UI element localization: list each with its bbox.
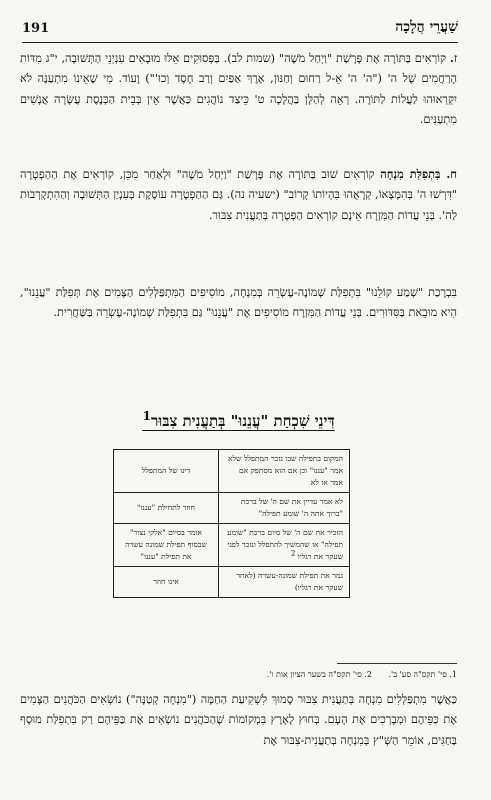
table-cell-situation-text: הזכיר את שם ה' של סיום ברכת "שומע תפילה" או שהמשיך להתפלל ונזכר לפני שעקר את רגליו bbox=[227, 528, 343, 561]
table-row bbox=[114, 567, 350, 598]
table-header-row bbox=[114, 450, 350, 493]
header-rule bbox=[22, 42, 458, 43]
paragraph-h bbox=[20, 164, 457, 226]
table-section-title bbox=[20, 408, 457, 431]
paragraph-z-text: קוֹרְאִים בַּתּוֹרָה אֶת פָּרָשַׁת "וַיְחַל מֹשֶׁה" (שמות לב). בַּפְּסוּקִים אֵלּוּ מוּבָאִים עִנְיְנֵי הַתְּשׁוּבָה, י"ג מִדּוֹת הָרַחֲמִים שֶׁל ה' ("ה' ה' אֵ-ל רַחוּם וְחַנּוּן, אֶרֶךְ אַפַּיִם וְרַב חֶסֶד וְכוּ'") וָעוֹד. מִי שֶׁאֵינוֹ מִתְעַנֶּה לֹא יִקְרְאוּהוּ לַעֲלוֹת לַתּוֹרָה. רְאֵה לְהַלָּן בַּהֲלָכָה ט' כֵּיצַד נוֹהֲגִים כַּאֲשֶׁר אֵין בְּבֵית הַכְּנֶסֶת עֲשָׂרָה אֲנָשִׁים מִתְעַנִּים. bbox=[20, 52, 457, 127]
paragraph-h-text: קוֹרְאִים שׁוּב בַּתּוֹרָה אֶת פָּרָשַׁת "וַיְחַל מֹשֶׁה" וּלְאַחַר מִכֵּן, קוֹרְאִים אֶת הַהַפְטָרָה "דִּרְשׁוּ ה' בְּהִמָּצְאוֹ, קְרָאֻהוּ בִּהְיוֹתוֹ קָרוֹב" (ישעיה נה). גַּם הַהַפְטָרָה עוֹסֶקֶת בְּעִנְיַן הַתְּשׁוּבָה וְהַהִתְקָרְבוּת לַה'. בְּנֵי עֲדוֹת הַמִּזְרָח אֵינָם קוֹרְאִים הַפְטָרָה בְּתַעֲנִית צִבּוּר. bbox=[20, 168, 457, 222]
table-cell-ruling: אומר בסיום "אלקי נצור" שבסוף תפילת שמונה עשרה את תפילת "עננו" bbox=[114, 524, 219, 567]
table-cell-footnote-ref: 2 bbox=[290, 549, 296, 558]
paragraph-shema-kolenu-text: בִּבְרָכַת "שְׁמַע קוֹלֵנוּ" בִּתְפִלַּת שְׁמוֹנֶה-עֶשְׂרֵה בְּמִנְחָה, מוֹסִיפִים הַמִּתְפַּלְּלִים הַצָּמִים אֶת תְּפִלַּת "עֲנֵנוּ", הִיא מוּבֵאת בַּסִּדּוּרִים. בְּנֵי עֲדוֹת הַמִּזְרָח מוֹסִיפִים אֶת "עֲנֵנוּ" גַּם בִּתְפִלַּת שְׁמוֹנֶה-עֶשְׂרֵה בַּשַּׁחֲרִית. bbox=[20, 286, 457, 320]
running-head-title: שַׁעֲרֵי הֲלָכָה bbox=[395, 19, 458, 35]
footnote-2: 2. סי' תקס"ה בשער הציון אות ו'. bbox=[266, 670, 372, 679]
table-row bbox=[114, 524, 350, 567]
table-header-left: דינו של המתפלל bbox=[114, 450, 219, 493]
footnote-rule bbox=[337, 663, 457, 664]
page-number: 191 bbox=[22, 21, 50, 36]
forgot-anenu-table bbox=[113, 449, 350, 598]
table-title-footnote-ref: 1 bbox=[142, 408, 152, 423]
table-header-right: המקום בתפילה שבו נזכר המתפלל שלא אמר "עננו" וכן אם הוא מסתפק אם אמר או לא bbox=[219, 450, 350, 493]
table-cell-situation bbox=[219, 524, 350, 567]
table-cell-situation: גמר את תפילת שמונה-עשרה (לאחר שעקר את רגליו) bbox=[219, 567, 350, 598]
paragraph-h-lead: ח. בִּתְפִלַּת מִנְחָה bbox=[380, 167, 457, 181]
table-cell-ruling: חוזר לתחילת "עננו" bbox=[114, 493, 219, 524]
paragraph-shema-kolenu bbox=[20, 283, 457, 324]
paragraph-birkat-kohanim bbox=[20, 690, 457, 751]
footnote-1: 1. סי' תקס"ה סע' ב'. bbox=[388, 670, 457, 679]
table-cell-ruling: אינו חוזר bbox=[114, 567, 219, 598]
footnotes bbox=[253, 668, 457, 682]
paragraph-z bbox=[20, 48, 457, 131]
table-cell-situation: לא אמר עדיין את שם ה' של ברכת "ברוך אתה ה' שומע תפילה" bbox=[219, 493, 350, 524]
table-title-text: דִּינֵי שִׁכְחַת "עֲנֵנוּ" בְּתַעֲנִית צִבּוּר bbox=[151, 412, 335, 430]
paragraph-birkat-kohanim-text: כַּאֲשֶׁר מִתְפַּלְּלִים מִנְחָה בְּתַעֲנִית צִבּוּר סָמוּךְ לִשְׁקִיעַת הַחַמָּה ("מִנְחָה קְטַנָּה") נוֹשְׂאִים הַכֹּהֲנִים הַצָּמִים אֶת כַּפֵּיהֶם וּמְבָרְכִים אֶת הָעָם. בְּחוּץ לָאָרֶץ בִּמְקוֹמוֹת שֶׁהַכֹּהֲנִים נוֹשְׂאִים אֶת כַּפֵּיהֶם רַק בִּתְפִלַּת מוּסָף בַּחַגִּים, אוֹמֵר הַשְּׁ"ץ בְּמִנְחָה בְּתַעֲנִית-צִבּוּר אֶת bbox=[20, 693, 457, 747]
paragraph-z-lead: ז. bbox=[449, 51, 457, 65]
table-row bbox=[114, 493, 350, 524]
